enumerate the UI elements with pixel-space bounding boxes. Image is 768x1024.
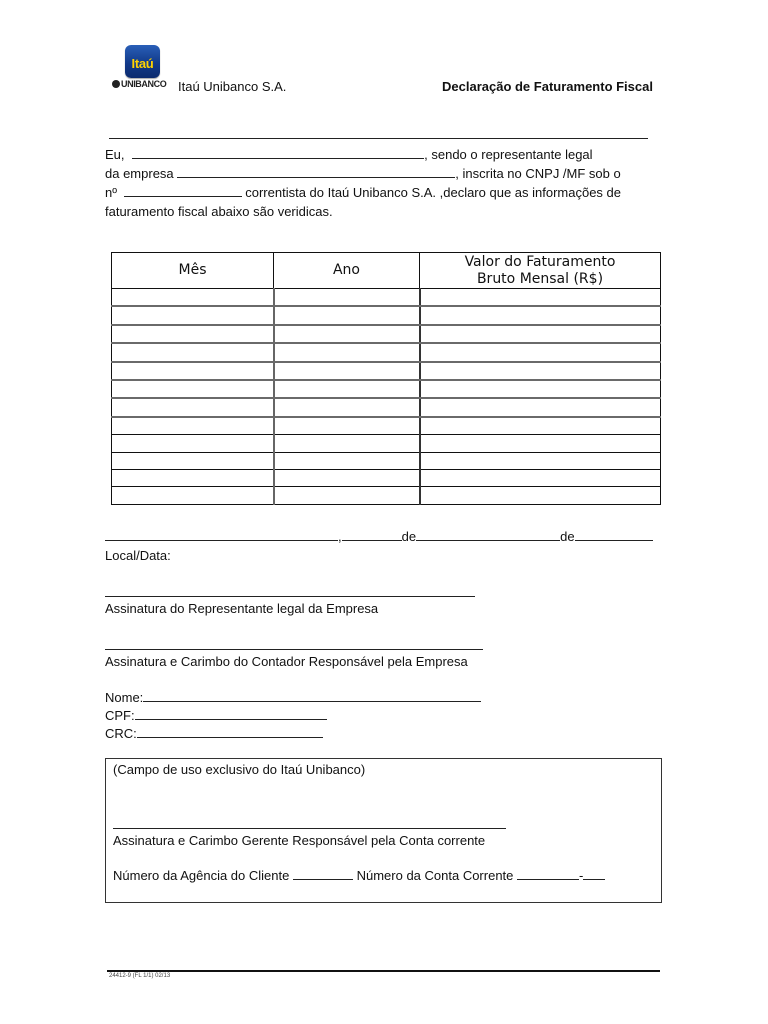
- declaration-line-4: faturamento fiscal abaixo são veridicas.: [105, 204, 333, 219]
- company-name-field[interactable]: [177, 165, 455, 178]
- unibanco-logo: UNIBANCO: [112, 79, 166, 89]
- table-row: [112, 306, 661, 324]
- cell-ano[interactable]: [274, 435, 420, 452]
- revenue-table: [111, 252, 661, 505]
- cell-ano[interactable]: [274, 417, 420, 435]
- conta-field[interactable]: [517, 867, 579, 880]
- cell-mes[interactable]: [112, 452, 274, 469]
- cell-mes[interactable]: [112, 289, 274, 307]
- cell-mes[interactable]: [112, 435, 274, 452]
- table-row: [112, 343, 661, 361]
- declaration-line-3: nº correntista do Itaú Unibanco S.A. ,declaro que as informações de: [105, 185, 622, 200]
- cell-ano[interactable]: [274, 398, 420, 416]
- declaration-line-2: da empresa , inscrita no CNPJ /MF sob o: [105, 166, 621, 181]
- month-field[interactable]: [416, 528, 560, 541]
- table-row: [112, 289, 661, 307]
- table-row: [112, 325, 661, 343]
- document-title: Declaração de Faturamento Fiscal: [442, 79, 653, 94]
- cell-ano[interactable]: [274, 362, 420, 380]
- declaration-line-1: Eu, , sendo o representante legal: [105, 147, 593, 162]
- local-data-label: Local/Data:: [105, 548, 171, 563]
- local-field[interactable]: [105, 528, 338, 541]
- cell-valor[interactable]: [420, 343, 661, 361]
- contador-signature-label: Assinatura e Carimbo do Contador Responsável pela Empresa: [105, 654, 468, 669]
- cell-ano[interactable]: [274, 325, 420, 343]
- top-blank-line[interactable]: [109, 138, 648, 139]
- crc-field[interactable]: [137, 725, 323, 738]
- representante-signature-label: Assinatura do Representante legal da Empresa: [105, 601, 379, 616]
- cell-valor[interactable]: [420, 435, 661, 452]
- table-header-row: [112, 253, 661, 289]
- cell-ano[interactable]: [274, 469, 420, 486]
- footer-rule: [107, 970, 660, 972]
- cell-valor[interactable]: [420, 398, 661, 416]
- gerente-signature-label: Assinatura e Carimbo Gerente Responsável pela Conta corrente: [113, 833, 486, 848]
- cnpj-field[interactable]: [124, 184, 242, 197]
- cell-valor[interactable]: [420, 380, 661, 398]
- cell-mes[interactable]: [112, 306, 274, 324]
- unibanco-mark-icon: [112, 80, 120, 88]
- table-row: [112, 398, 661, 416]
- cell-valor[interactable]: [420, 469, 661, 486]
- local-data-line: , de de: [105, 527, 653, 546]
- header-ano: Ano: [274, 253, 420, 289]
- cell-mes[interactable]: [112, 417, 274, 435]
- cell-ano[interactable]: [274, 452, 420, 469]
- cell-mes[interactable]: [112, 380, 274, 398]
- cell-valor[interactable]: [420, 325, 661, 343]
- conta-digit-field[interactable]: [583, 867, 605, 880]
- nome-row: Nome:: [105, 688, 481, 707]
- cell-mes[interactable]: [112, 325, 274, 343]
- itau-logo: [125, 45, 160, 78]
- year-field[interactable]: [575, 528, 653, 541]
- cell-ano[interactable]: [274, 343, 420, 361]
- cell-valor[interactable]: [420, 452, 661, 469]
- header-mes: Mês: [112, 253, 274, 289]
- nome-field[interactable]: [143, 689, 481, 702]
- cell-mes[interactable]: [112, 469, 274, 486]
- cell-ano[interactable]: [274, 487, 420, 504]
- cell-valor[interactable]: [420, 417, 661, 435]
- table-body: [112, 289, 661, 505]
- cell-mes[interactable]: [112, 487, 274, 504]
- header-valor: Valor do Faturamento Bruto Mensal (R$): [420, 253, 661, 289]
- cell-mes[interactable]: [112, 362, 274, 380]
- agencia-conta-row: Número da Agência do Cliente Número da Conta Corrente -: [113, 866, 605, 885]
- table-row: [112, 452, 661, 469]
- table-row: [112, 380, 661, 398]
- table-row: [112, 362, 661, 380]
- logo-text: Itaú: [131, 56, 154, 71]
- day-field[interactable]: [342, 528, 402, 541]
- crc-row: CRC:: [105, 724, 323, 743]
- cpf-field[interactable]: [135, 707, 327, 720]
- table-row: [112, 417, 661, 435]
- table-row: [112, 487, 661, 504]
- footer-code: 24412-9 (FL 1/1) 02/13: [109, 973, 171, 979]
- cell-ano[interactable]: [274, 306, 420, 324]
- cell-valor[interactable]: [420, 487, 661, 504]
- representative-name-field[interactable]: [132, 146, 424, 159]
- company-name: Itaú Unibanco S.A.: [178, 79, 287, 94]
- table-row: [112, 435, 661, 452]
- cell-valor[interactable]: [420, 362, 661, 380]
- cell-mes[interactable]: [112, 343, 274, 361]
- gerente-signature-line[interactable]: [113, 828, 506, 829]
- cpf-row: CPF:: [105, 706, 327, 725]
- cell-valor[interactable]: [420, 289, 661, 307]
- agencia-field[interactable]: [293, 867, 353, 880]
- cell-ano[interactable]: [274, 289, 420, 307]
- bank-box-title: (Campo de uso exclusivo do Itaú Unibanco): [113, 762, 366, 777]
- cell-valor[interactable]: [420, 306, 661, 324]
- contador-signature-line[interactable]: [105, 649, 483, 650]
- cell-mes[interactable]: [112, 398, 274, 416]
- cell-ano[interactable]: [274, 380, 420, 398]
- representante-signature-line[interactable]: [105, 596, 475, 597]
- table-row: [112, 469, 661, 486]
